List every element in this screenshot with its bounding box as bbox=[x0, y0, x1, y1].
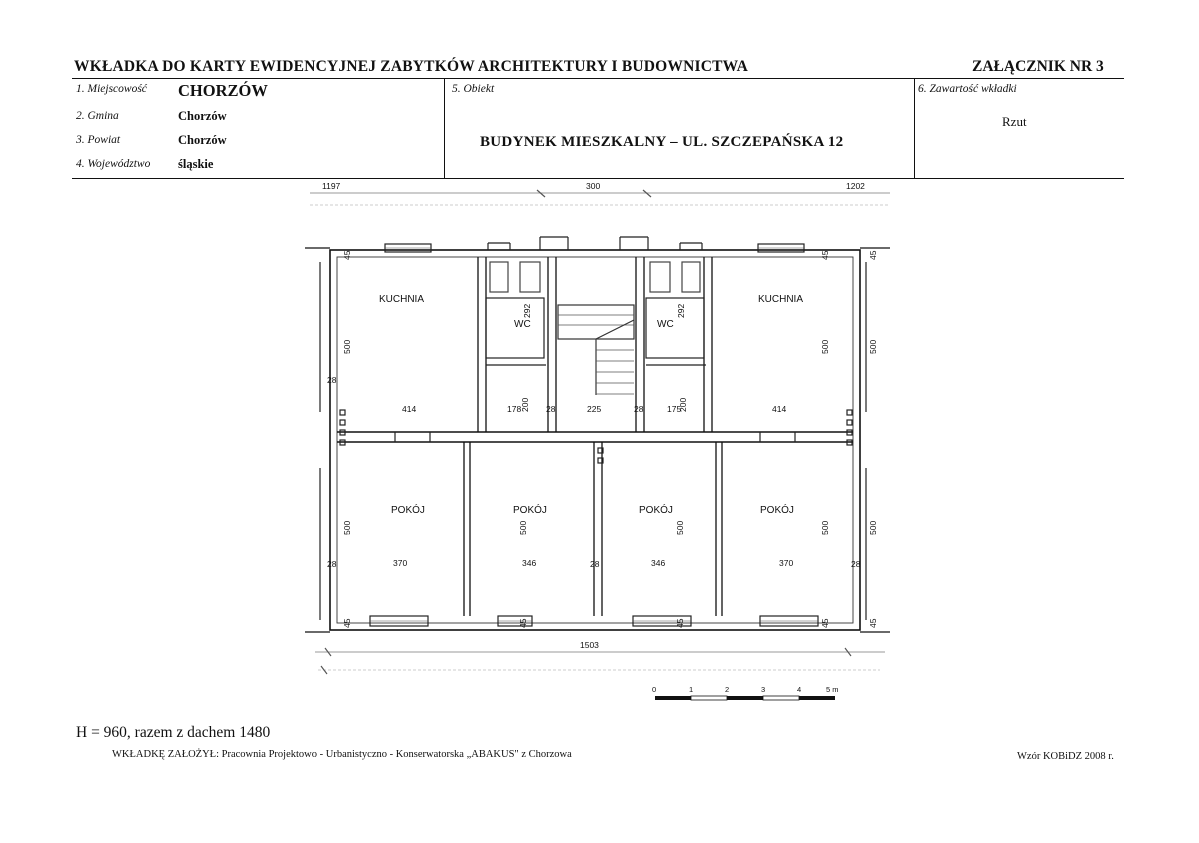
room-label-wc-right: WC bbox=[657, 319, 674, 330]
dim-kitchen-left-height: 500 bbox=[342, 339, 352, 354]
dim-wall-bottom-1: 45 bbox=[342, 618, 352, 628]
object-label: 5. Obiekt bbox=[452, 83, 495, 95]
dim-top-mid: 300 bbox=[586, 181, 601, 191]
dim-wall-bottom-4: 45 bbox=[820, 618, 830, 628]
dim-wall-bottom-2: 45 bbox=[518, 618, 528, 628]
scale-tick-0: 0 bbox=[652, 685, 657, 694]
dim-kitchen-left-width: 414 bbox=[402, 404, 417, 414]
attachment-number: ZAŁĄCZNIK NR 3 bbox=[972, 58, 1104, 75]
province-value: śląskie bbox=[178, 157, 214, 171]
dim-room-1-width: 370 bbox=[393, 558, 408, 568]
room-label-room-4: POKÓJ bbox=[760, 505, 794, 516]
dim-room-2-width: 346 bbox=[522, 558, 537, 568]
dim-stair-width: 225 bbox=[587, 404, 602, 414]
dim-kitchen-right-height: 500 bbox=[820, 339, 830, 354]
created-by-note: WKŁADKĘ ZAŁOŻYŁ: Pracownia Projektowo - Urbanistyczno - Konserwatorska „ABAKUS" z Chorzowa bbox=[112, 749, 572, 760]
dim-hall-right-width: 175 bbox=[667, 404, 682, 414]
dim-wall-top-1: 45 bbox=[342, 250, 352, 260]
dim-kitchen-right-width: 414 bbox=[772, 404, 787, 414]
scale-bar bbox=[652, 685, 839, 700]
scale-tick-5: 5 m bbox=[826, 685, 839, 694]
scale-tick-3: 3 bbox=[761, 685, 766, 694]
dim-hall-right-height: 200 bbox=[678, 397, 688, 412]
content-label: 6. Zawartość wkładki bbox=[918, 83, 1017, 95]
district-value: Chorzów bbox=[178, 133, 227, 147]
content-value: Rzut bbox=[1002, 114, 1027, 129]
dim-wall-int-5: 28 bbox=[590, 559, 600, 569]
dim-top-left: 1197 bbox=[322, 181, 341, 191]
room-label-wc-left: WC bbox=[514, 319, 531, 330]
dim-top-right: 1202 bbox=[846, 181, 865, 191]
commune-label: 2. Gmina bbox=[76, 110, 119, 122]
scale-tick-4: 4 bbox=[797, 685, 802, 694]
room-label-kitchen-right: KUCHNIA bbox=[758, 294, 804, 305]
locality-label: 1. Miejscowość bbox=[76, 83, 147, 95]
object-value: BUDYNEK MIESZKALNY – UL. SZCZEPAŃSKA 12 bbox=[480, 134, 844, 150]
room-label-room-3: POKÓJ bbox=[639, 505, 673, 516]
dim-neighbour-right-height: 500 bbox=[868, 339, 878, 354]
dim-neighbour-right-height-2: 500 bbox=[868, 520, 878, 535]
dim-wall-int-3: 28 bbox=[546, 404, 556, 414]
locality-value: CHORZÓW bbox=[178, 81, 268, 100]
dim-wall-bottom-3: 45 bbox=[675, 618, 685, 628]
room-label-room-1: POKÓJ bbox=[391, 505, 425, 516]
dim-wall-int-6: 28 bbox=[851, 559, 861, 569]
dim-room-2-height: 500 bbox=[518, 520, 528, 535]
dim-room-4-width: 370 bbox=[779, 558, 794, 568]
dim-room-3-height: 500 bbox=[675, 520, 685, 535]
scale-tick-1: 1 bbox=[689, 685, 694, 694]
room-label-kitchen-left: KUCHNIA bbox=[379, 294, 425, 305]
district-label: 3. Powiat bbox=[76, 134, 121, 146]
dim-bottom-total: 1503 bbox=[580, 640, 599, 650]
height-note: H = 960, razem z dachem 1480 bbox=[76, 724, 271, 741]
commune-value: Chorzów bbox=[178, 109, 227, 123]
dim-wall-int-1: 28 bbox=[327, 375, 337, 385]
dim-wall-top-3: 45 bbox=[868, 250, 878, 260]
dim-wall-bottom-5: 45 bbox=[868, 618, 878, 628]
document-title: WKŁADKA DO KARTY EWIDENCYJNEJ ZABYTKÓW ARCHITEKTURY I BUDOWNICTWA bbox=[74, 58, 749, 75]
room-label-room-2: POKÓJ bbox=[513, 505, 547, 516]
dim-room-4-height: 500 bbox=[820, 520, 830, 535]
dim-wc-right-height: 292 bbox=[676, 303, 686, 318]
dim-wall-int-4: 28 bbox=[634, 404, 644, 414]
dim-wall-int-2: 28 bbox=[327, 559, 337, 569]
dim-hall-left-width: 178 bbox=[507, 404, 522, 414]
province-label: 4. Województwo bbox=[76, 158, 151, 170]
dim-room-3-width: 346 bbox=[651, 558, 666, 568]
dim-wc-left-height: 292 bbox=[522, 303, 532, 318]
dim-hall-left-height: 200 bbox=[520, 397, 530, 412]
dim-room-1-height: 500 bbox=[342, 520, 352, 535]
template-note: Wzór KOBiDZ 2008 r. bbox=[1017, 751, 1114, 762]
scale-tick-2: 2 bbox=[725, 685, 730, 694]
dim-wall-top-2: 45 bbox=[820, 250, 830, 260]
